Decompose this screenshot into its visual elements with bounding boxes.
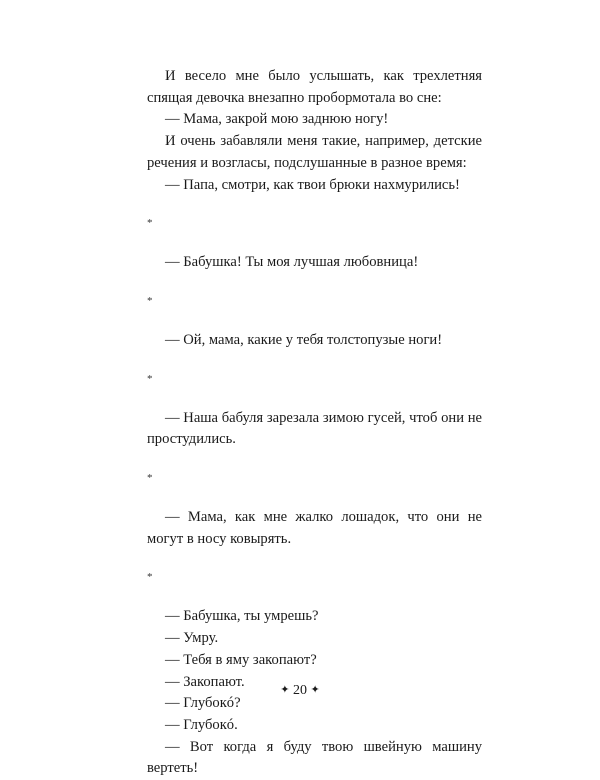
paragraph: И весело мне было услышать, как трехлетняя спящая девочка внезапно пробормотала во сне: [147, 68, 482, 106]
quote-line: — Мама, как мне жалко лошадок, что они не могут в носу ковырять. [147, 509, 482, 547]
dialogue-line: — Бабушка, ты умрешь? [165, 608, 319, 625]
section-separator: * [147, 217, 153, 230]
quote-line: — Наша бабуля зарезала зимою гусей, чтоб они не простудились. [147, 409, 482, 448]
section-separator: * [147, 472, 153, 485]
dialogue-line: — Тебя в яму закопают? [165, 651, 317, 668]
quote-line: — Ой, мама, какие у тебя толстопузые ноги! [165, 331, 443, 348]
page-number: 20 [293, 683, 307, 698]
quote-line: — Бабушка! Ты моя лучшая любовница! [165, 254, 419, 271]
page-body [147, 66, 482, 780]
dialogue-line: — Глубокó. [165, 716, 238, 733]
quote-line: — Папа, смотри, как твои брюки нахмурились! [165, 176, 460, 193]
dialogue-line: — Глубокó? [165, 695, 241, 712]
section-separator: * [147, 372, 153, 385]
ornament-left-icon: ✦ [280, 684, 290, 696]
section-separator: * [147, 294, 153, 307]
dialogue-line: — Умру. [165, 630, 219, 647]
section-separator: * [147, 571, 153, 584]
page-footer [0, 682, 600, 700]
ornament-right-icon: ✦ [310, 684, 320, 696]
dialogue-line: — Вот когда я буду твою швейную машину вертеть! [147, 738, 482, 777]
dialogue-line: — Закопают. [165, 673, 245, 690]
quote-line: — Мама, закрой мою заднюю ногу! [165, 111, 389, 128]
paragraph: И очень забавляли меня такие, например, детские речения и возгласы, подслушанные в разное время: [147, 133, 482, 171]
